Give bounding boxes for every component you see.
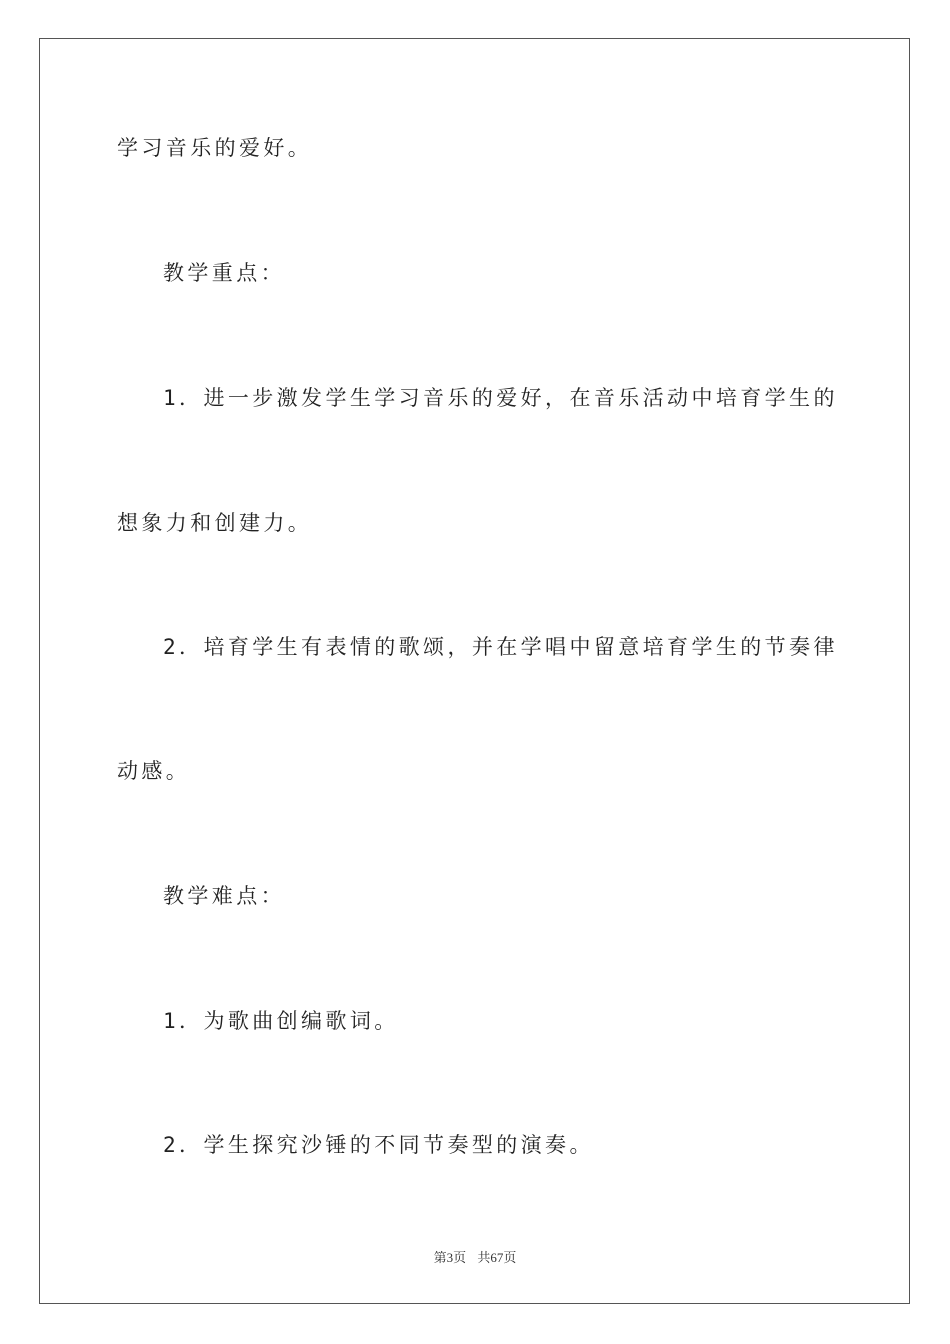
- paragraph-line: 2．学生探究沙锤的不同节奏型的演奏。: [163, 1133, 594, 1157]
- paragraph-line: 1．为歌曲创编歌词。: [163, 1009, 399, 1033]
- page-total: 共67页: [477, 1250, 517, 1265]
- page-border: [39, 38, 910, 1304]
- page-footer: [0, 1247, 950, 1266]
- paragraph-line: 1．进一步激发学生学习音乐的爱好，在音乐活动中培育学生的: [163, 386, 838, 410]
- paragraph-line: 动感。: [117, 759, 191, 783]
- page-number: 第3页: [433, 1250, 467, 1265]
- section-heading-difficulties: 教学难点：: [163, 884, 285, 908]
- section-heading-key-points: 教学重点：: [163, 261, 285, 285]
- paragraph-line: 想象力和创建力。: [117, 511, 313, 535]
- paragraph-line: 学习音乐的爱好。: [117, 136, 313, 160]
- paragraph-line: 2．培育学生有表情的歌颂，并在学唱中留意培育学生的节奏律: [163, 635, 838, 659]
